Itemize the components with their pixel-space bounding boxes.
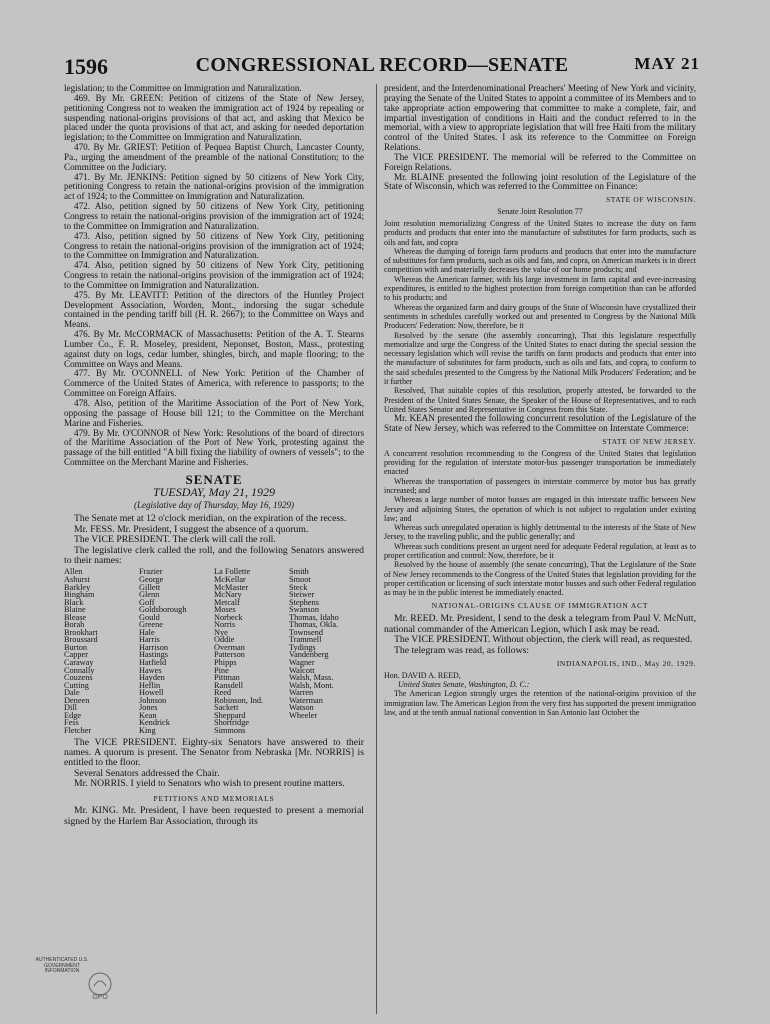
petition-471: 471. By Mr. JENKINS: Petition signed by 50 citizens of New York City, petitioning Congress to retain the national-origins provision of the immigration act of 1924; to the Committee on Immigration and Naturalization. [64, 171, 364, 202]
senator-name: Walsh, Mass. [289, 673, 334, 683]
senator-name: Walsh, Mont. [289, 680, 334, 690]
senator-name: Broussard [64, 635, 98, 645]
senator-name: Heflin [139, 680, 161, 690]
authentication-stamp [30, 958, 110, 1008]
senator-name: Glenn [139, 590, 160, 600]
paragraph: Mr. BLAINE presented the following joint resolution of the Legislature of the State of Wisconsin, which was referred to the Committee on Finance: [384, 171, 696, 192]
senator-name: Connally [64, 665, 95, 675]
senator-name: Patterson [214, 650, 245, 660]
telegram-address: United States Senate, Washington, D. C.: [398, 680, 530, 690]
resolved-clause: Resolved by the senate (the assembly concurring), That this legislature respectfully memorialize and urge the Congress of the United States to enact during the special session the necessary legislation which will revise the tariffs on farm products and products that enter into the manufacture of substitutes for farm products, such as oils and fats, and copra, to conform to the said schedules presented to the Congress by the National Milk Producers' Federation; and be it further [384, 330, 696, 387]
senator-name: Townsend [289, 627, 323, 637]
senator-name: Pine [214, 665, 229, 675]
paragraph: legislation; to the Committee on Immigration and Naturalization. [64, 83, 302, 93]
senator-name: Watson [289, 703, 314, 713]
senator-name: Smith [289, 567, 309, 577]
senator-name-column [64, 568, 139, 734]
senator-name: Gould [139, 612, 160, 622]
senator-name: Phipps [214, 658, 237, 668]
paragraph: Mr. FESS. Mr. President, I suggest the absence of a quorum. [74, 523, 309, 535]
gpo-seal-icon [84, 968, 124, 1008]
petition-477: 477. By Mr. O'CONNELL of New York: Petition of the Chamber of Commerce of the United States of America, with reference to passports; to the Committee on Foreign Affairs. [64, 368, 364, 399]
left-column [64, 84, 364, 827]
senator-name: Fletcher [64, 725, 92, 735]
senator-name: Greene [139, 620, 163, 630]
resolution-text: A concurrent resolution recommending to the Congress of the United States that legislation providing for the regulation of interstate motor-bus passenger transportation be immediately enacted [384, 448, 696, 477]
senator-name: Reed [214, 688, 232, 698]
senator-name: Metcalf [214, 597, 240, 607]
page-number: 1596 [64, 54, 108, 79]
senator-name: Deneen [64, 695, 90, 705]
senator-name: Simmons [214, 725, 246, 735]
senator-name: Norris [214, 620, 236, 630]
right-column [384, 84, 696, 717]
paragraph: The telegram was read, as follows: [394, 644, 530, 656]
senator-name: La Follette [214, 567, 251, 577]
senator-name: Black [64, 597, 84, 607]
paragraph: Mr. KING. Mr. President, I have been requested to present a memorial signed by the Harlem Bar Association, through its [64, 805, 364, 827]
senator-name-column [214, 568, 289, 734]
senator-name: Nye [214, 627, 228, 637]
petition-473: 473. Also, petition signed by 50 citizens of New York City, petitioning Congress to retain the national-origins provision of the immigration act of 1924; to the Committee on Immigration and Naturalization. [64, 230, 364, 261]
national-origins-heading: NATIONAL-ORIGINS CLAUSE OF IMMIGRATION ACT [431, 601, 649, 611]
senator-name: Barkley [64, 582, 91, 592]
paragraph: president, and the Interdenominational Preachers' Meeting of New York and vicinity, praying the Senate of the United States to appoint a committee of its Members and to take appropriate action empowering that committee to make a complete, fair, and impartial investigation of conditions in Haiti and the conduct referred to in the memorial, with a view to appropriate legislation that will free Haiti from the military control of the United States. I ask its reference to the Committee on Foreign Relations. [384, 83, 696, 153]
telegram-text: The American Legion strongly urges the retention of the national-origins provision of the immigration law. The American Legion from the very first has supported the present immigration law, and at the tenth annual national convention in San Antonio last October the [384, 689, 696, 717]
senator-name: Ashurst [64, 575, 90, 585]
senator-name: Trammell [289, 635, 322, 645]
senator-name: Hayden [139, 673, 165, 683]
paragraph: The legislative clerk called the roll, and the following Senators answered to their names: [64, 544, 364, 567]
senator-name: Tydings [289, 642, 316, 652]
senator-name: Sheppard [214, 710, 246, 720]
senator-name: Thomas, Idaho [289, 612, 339, 622]
senator-name: Shortridge [214, 718, 250, 728]
senator-name: Stephens [289, 597, 319, 607]
senator-name: Hawes [139, 665, 162, 675]
paragraph: Mr. REED. Mr. President, I send to the desk a telegram from Paul V. McNutt, national commander of the American Legion, which I ask may be read. [384, 613, 696, 635]
whereas-clause: Whereas the American farmer, with his large investment in farm capital and ever-increasing expenditures, is entitled to the highest protection from foreign competition than can be afforded to his products; and [384, 274, 696, 303]
senator-name-column [289, 568, 364, 734]
senator-name: Brookhart [64, 627, 98, 637]
senator-name: Capper [64, 650, 88, 660]
paragraph: The Senate met at 12 o'clock meridian, on the expiration of the recess. [74, 513, 347, 525]
senator-name: Bingham [64, 590, 95, 600]
paragraph: The VICE PRESIDENT. The memorial will be referred to the Committee on Foreign Relations. [384, 151, 696, 172]
paragraph: The VICE PRESIDENT. Eighty-six Senators have answered to their names. A quorum is present. The Senator from Nebraska [Mr. NORRIS] is entitled to the floor. [64, 736, 364, 769]
senator-name: Johnson [139, 695, 167, 705]
paragraph: Mr. NORRIS. I yield to Senators who wish to present routine matters. [74, 778, 345, 790]
senator-name: Fess [64, 718, 79, 728]
petition-479: 479. By Mr. O'CONNOR of New York: Resolutions of the board of directors of the Maritime Association of the Port of New York, protesting against the passage of the bill entitled "A bill fixing the liability of owners of vessels"; to the Committee on the Merchant Marine and Fisheries. [64, 427, 364, 468]
senator-name: Hatfield [139, 658, 167, 668]
senator-name: Burton [64, 642, 88, 652]
senator-name: Goldsborough [139, 605, 187, 615]
senator-name: McKellar [214, 575, 246, 585]
senator-name: Thomas, Okla. [289, 620, 339, 630]
senator-name: Edge [64, 710, 82, 720]
petitions-heading: PETITIONS AND MEMORIALS [153, 793, 275, 803]
senator-name: Hale [139, 627, 155, 637]
senator-name: Robinson, Ind. [214, 695, 264, 705]
petition-472: 472. Also, petition signed by 50 citizens of New York City, petitioning Congress to retain the national-origins provision of the immigration act of 1924; to the Committee on Immigration and Naturalization. [64, 201, 364, 231]
whereas-clause: Whereas the transportation of passengers in interstate commerce by motor bus has greatly increased; and [384, 476, 696, 495]
senator-name: Harris [139, 635, 160, 645]
senator-name: Smoot [289, 575, 311, 585]
senator-name: McNary [214, 590, 242, 600]
resolution-title: Senate Joint Resolution 77 [497, 207, 583, 217]
senator-name: Dill [64, 703, 77, 713]
state-heading-wisconsin: STATE OF WISCONSIN. [605, 195, 696, 205]
senator-name: King [139, 725, 156, 735]
authentication-text: AUTHENTICATED U.S. GOVERNMENT INFORMATION [35, 957, 89, 975]
senate-section-heading: SENATE [185, 471, 243, 487]
senator-name: Waterman [289, 695, 323, 705]
state-heading-new-jersey: STATE OF NEW JERSEY. [602, 436, 696, 446]
senator-name: Hastings [139, 650, 169, 660]
whereas-clause: Whereas a large number of motor busses are engaged in this interstate traffic between New Jersey and adjoining States, the operation of which is not subject to regulation under existing law; and [384, 495, 696, 523]
senator-name: Gillett [139, 582, 161, 592]
senator-name: Norbeck [214, 612, 243, 622]
petition-469: 469. By Mr. GREEN: Petition of citizens of the State of New Jersey, petitioning Congress not to weaken the immigration act of 1924 by repealing or suspending national-origins provisions of that act, and asking that Mexico be placed under the quota provisions of that act, and asking for needed deportation legislation; to the Committee on Immigration and Naturalization. [64, 92, 364, 143]
senator-name: Couzens [64, 673, 93, 683]
senator-name: Vandenberg [289, 650, 329, 660]
senator-name: Swanson [289, 605, 319, 615]
whereas-clause: Whereas the organized farm and dairy groups of the State of Wisconsin have crystallized their sentiments in schedules carefully worked out and presented to Congress by the National Milk Producers' Federation: Now, therefore, be it [384, 302, 696, 331]
paragraph: Mr. KEAN presented the following concurrent resolution of the Legislature of the State of New Jersey, which was referred to the Committee on Interstate Commerce: [384, 413, 696, 434]
whereas-clause: Whereas such conditions present an urgent need for adequate Federal regulation, at least as to proper certification and control: Now, therefore, be it [384, 541, 696, 560]
resolved-clause: Resolved, That suitable copies of this resolution, properly attested, be forwarded to the President of the United States Senate, the Speaker of the House of Representatives, and to each United States Senator and Representative in Congress from this State. [384, 386, 696, 414]
senator-name: Ransdell [214, 680, 244, 690]
senator-name: Frazier [139, 567, 163, 577]
column-divider [376, 84, 377, 1014]
senator-name: Kean [139, 710, 157, 720]
telegram-dateline: INDIANAPOLIS, IND., May 20, 1929. [556, 658, 696, 668]
whereas-clause: Whereas the dumping of foreign farm products and products that enter into the manufacture of substitutes for farm products, such as oils and fats, and copra, on American markets is in direct competition with and materially decreases the value of our home products; and [384, 246, 696, 275]
senator-name: Harrison [139, 642, 169, 652]
header-date: MAY 21 [634, 54, 700, 73]
senator-name: Pittman [214, 673, 240, 683]
petition-474: 474. Also, petition signed by 50 citizens of New York City, petitioning Congress to retain the national-origins provision of the immigration act of 1924; to the Committee on Immigration and Naturalization. [64, 260, 364, 290]
whereas-clause: Whereas such unregulated operation is highly detrimental to the interests of the State of New Jersey, to the traveling public, and the public generally; and [384, 523, 696, 542]
senator-name: McMaster [214, 582, 249, 592]
senator-name: George [139, 575, 164, 585]
petition-476: 476. By Mr. McCORMACK of Massachusetts: Petition of the A. T. Stearns Lumber Co., F. R. Moseley, president, Neponset, Boston, Mass., protesting against duty on logs, cedar lumber, shingles, birch, and maple flooring; to the Committee on Ways and Means. [64, 329, 364, 369]
senator-name: Wheeler [289, 710, 318, 720]
senator-name: Walcott [289, 665, 315, 675]
senator-name: Warren [289, 688, 314, 698]
senator-name: Steiwer [289, 590, 315, 600]
page-header [64, 54, 700, 80]
senator-name: Dale [64, 688, 80, 698]
senator-name: Howell [139, 688, 164, 698]
paragraph: Several Senators addressed the Chair. [74, 767, 220, 779]
senator-name: Kendrick [139, 718, 170, 728]
resolved-clause: Resolved by the house of assembly (the senate concurring), That the Legislature of the State of New Jersey recommends to the Congress of the United States that legislation providing for the proper certification or licensing of such interstate motor busses and such other Federal regulation as may be in the public interest be immediately enacted. [384, 560, 696, 598]
petition-470: 470. By Mr. GRIEST: Petition of Pequea Baptist Church, Lancaster County, Pa., urging the amendment of the preamble of the national Constitution; to the Committee on the Judiciary. [64, 142, 364, 172]
senator-name: Jones [139, 703, 158, 713]
resolution-text: Joint resolution memorializing Congress of the United States to increase the duty on farm products and products that enter into the manufacture of substitutes for farm products, such as oils and fats, and copra [384, 218, 696, 247]
senator-name: Cutting [64, 680, 89, 690]
senator-name: Blease [64, 612, 87, 622]
senator-name: Blaine [64, 605, 86, 615]
telegram-addressee: Hon. DAVID A. REED, [384, 670, 461, 680]
paragraph: The VICE PRESIDENT. The clerk will call the roll. [74, 534, 276, 546]
petition-478: 478. Also, petition of the Maritime Association of the Port of New York, opposing the passage of House bill 121; to the Committee on the Merchant Marine and Fisheries. [64, 398, 364, 428]
senator-name: Oddie [214, 635, 235, 645]
paragraph: The VICE PRESIDENT. Without objection, the clerk will read, as requested. [394, 634, 693, 646]
roll-call-names [64, 568, 364, 734]
senator-name: Sackett [214, 703, 239, 713]
seal-label: GPO [92, 994, 108, 1001]
session-date: TUESDAY, May 21, 1929 [153, 484, 275, 499]
senator-name: Borah [64, 620, 85, 630]
senator-name: Moses [214, 605, 236, 615]
publication-title: CONGRESSIONAL RECORD—SENATE [195, 54, 569, 76]
senator-name: Wagner [289, 658, 315, 668]
senator-name-column [139, 568, 214, 734]
senator-name: Steck [289, 582, 308, 592]
petition-475: 475. By Mr. LEAVITT: Petition of the directors of the Huntley Project Development Association, Worden, Mont., indorsing the sugar schedule contained in the pending tariff bill (H. R. 2667); to the Committee on Ways and Means. [64, 289, 364, 330]
senator-name: Overman [214, 642, 245, 652]
senator-name: Allen [64, 567, 83, 577]
legislative-day: (Legislative day of Thursday, May 16, 1929) [134, 499, 294, 510]
senator-name: Caraway [64, 658, 94, 668]
senator-name: Goff [139, 597, 155, 607]
